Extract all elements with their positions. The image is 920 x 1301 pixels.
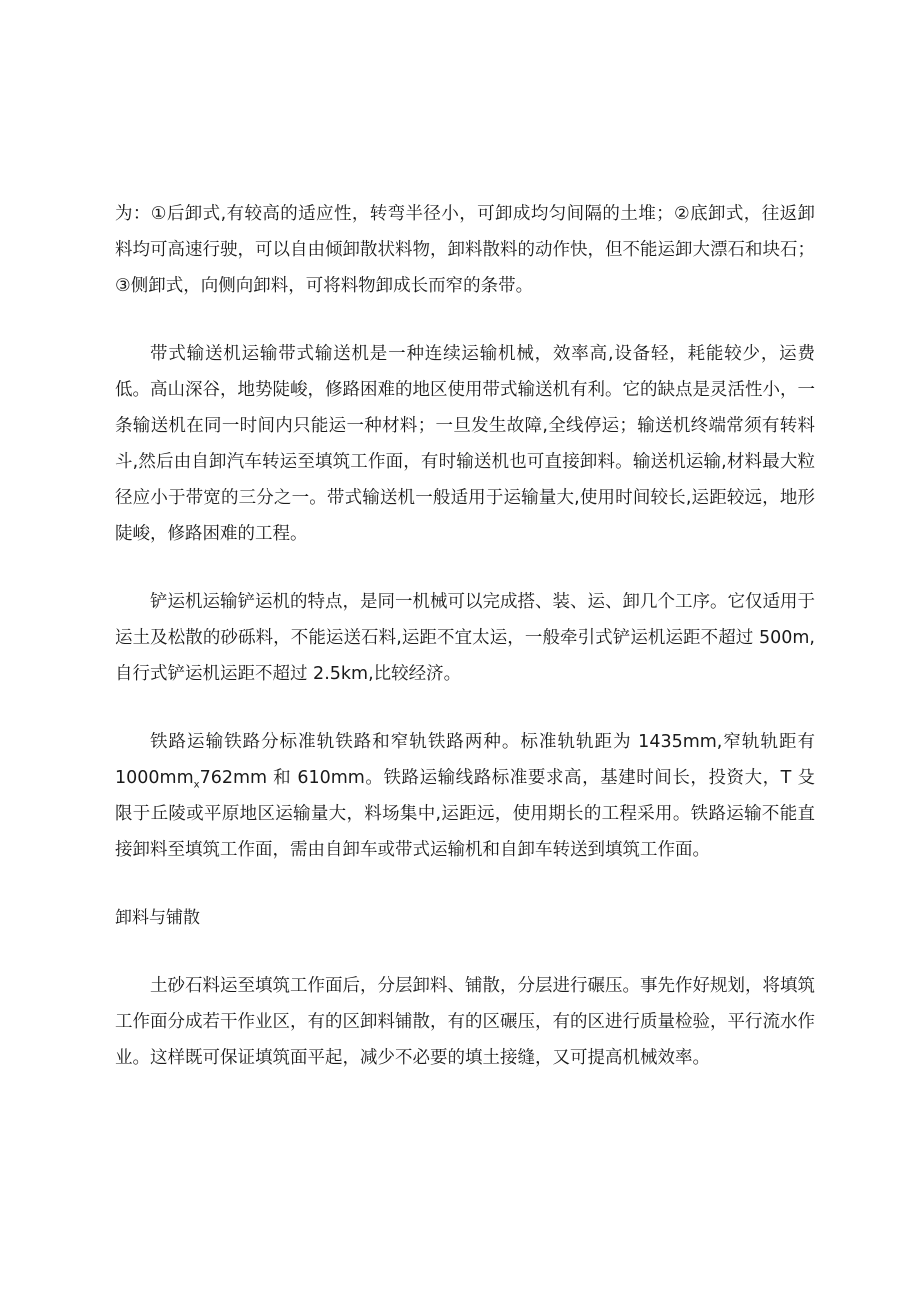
paragraph-scraper: 铲运机运输铲运机的特点，是同一机械可以完成搭、装、运、卸几个工序。它仅适用于运土及松散的砂砾料，不能运送石料,运距不宜太运，一般牵引式铲运机运距不超过 500m,自行式铲运机运距不超过 2.5km,比较经济。	[115, 592, 815, 684]
railway-text-part2: 762mm 和 610mm。铁路运输线路标准要求高，基建时间长，投资大，T 殳限于丘陵或平原地区运输量大，料场集中,运距远，使用期长的工程采用。铁路运输不能直接卸料至填筑工作面，需由自卸车或带式运输机和自卸车转送到填筑工作面。	[115, 768, 815, 860]
section-heading-unload-spread: 卸料与铺散	[115, 908, 200, 928]
paragraph-belt-conveyor: 带式输送机运输带式输送机是一种连续运输机械，效率高,设备轻，耗能较少，运费低。高山深谷，地势陡峻，修路困难的地区使用带式输送机有利。它的缺点是灵活性小，一条输送机在同一时间内只能运一种材料；一旦发生故障,全线停运；输送机终端常须有转料斗,然后由自卸汽车转运至填筑工作面，有时输送机也可直接卸料。输送机运输,材料最大粒径应小于带宽的三分之一。带式输送机一般适用于运输量大,使用时间较长,运距较远，地形陡峻，修路困难的工程。	[115, 344, 815, 544]
paragraph-dump-types: 为：①后卸式,有较高的适应性，转弯半径小，可卸成均匀间隔的土堆；②底卸式，往返卸料均可高速行驶，可以自由倾卸散状料物，卸料散料的动作快，但不能运卸大漂石和块石；③侧卸式，向侧向卸料，可将料物卸成长而窄的条带。	[115, 204, 815, 296]
railway-subscript: x	[193, 779, 200, 791]
railway-text-part1: 铁路运输铁路分标准轨铁路和窄轨铁路两种。标准轨轨距为 1435mm,窄轨轨距有 1000mm	[115, 732, 815, 788]
paragraph-railway	[115, 724, 815, 868]
paragraph-unload-spread: 土砂石料运至填筑工作面后，分层卸料、铺散，分层进行碾压。事先作好规划，将填筑工作面分成若干作业区，有的区卸料铺散，有的区碾压，有的区进行质量检验，平行流水作业。这样既可保证填筑面平起，减少不必要的填土接缝，又可提高机械效率。	[115, 976, 815, 1068]
document-body	[115, 196, 815, 1108]
